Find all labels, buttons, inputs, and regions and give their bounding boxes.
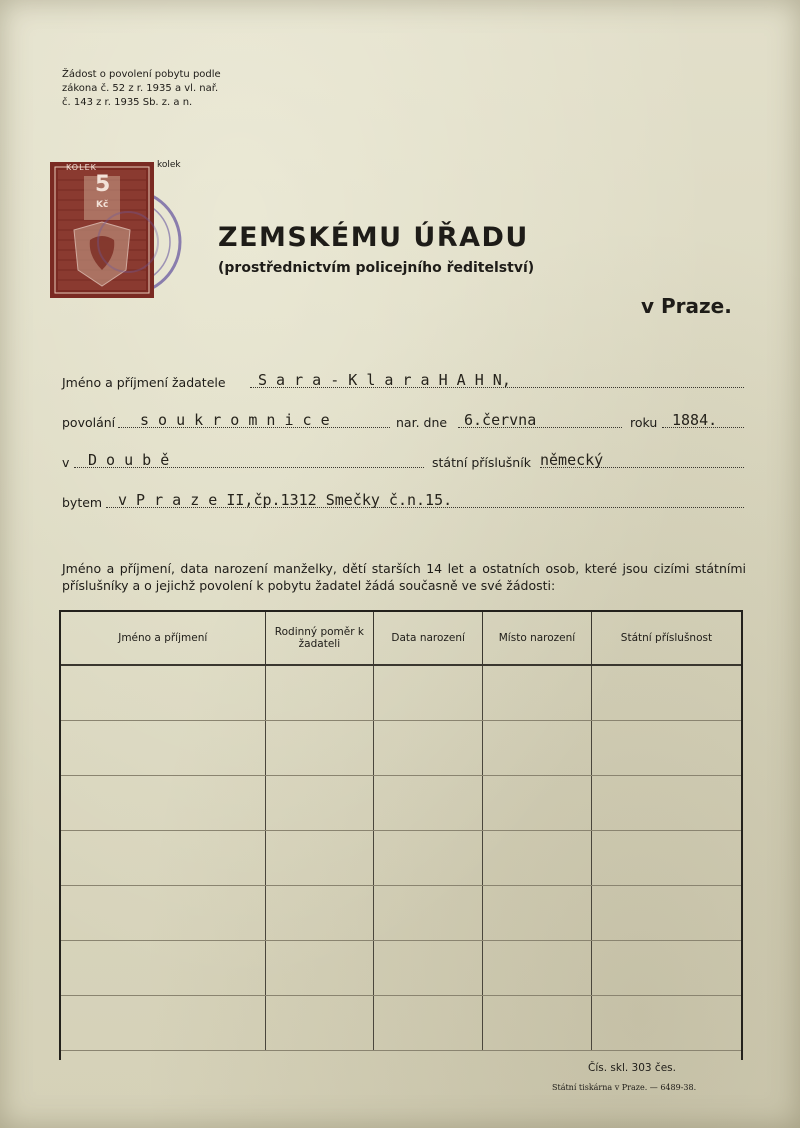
table-cell (591, 831, 741, 886)
table-cell (483, 776, 592, 831)
table-cell (483, 831, 592, 886)
legal-reference-line-2: zákona č. 52 z r. 1935 a vl. nař. (62, 83, 219, 94)
occupation-value: s o u k r o m n i c e (140, 411, 330, 429)
table-cell (591, 776, 741, 831)
citizenship-value: německý (540, 451, 604, 469)
table-cell (374, 941, 483, 996)
birth-date-value: 6.června (464, 411, 537, 429)
table-cell (591, 996, 741, 1051)
legal-reference-note (62, 68, 262, 110)
birthplace-row (62, 448, 746, 472)
birth-year-value: 1884. (672, 411, 718, 429)
addressee-subtitle: (prostřednictvím policejního ředitelství) (218, 260, 535, 276)
table-cell (61, 996, 265, 1051)
addressee-title: ZEMSKÉMU ÚŘADU (218, 222, 529, 253)
table-row (61, 831, 741, 886)
occupation-row (62, 408, 746, 432)
revenue-stamp-image (46, 160, 186, 320)
table-cell (265, 941, 374, 996)
citizenship-label: státní příslušník (432, 455, 531, 470)
table-cell (265, 831, 374, 886)
birth-date-label: nar. dne (396, 415, 448, 430)
birthplace-value: D o u b ě (88, 451, 170, 469)
legal-reference-line-1: Žádost o povolení pobytu podle (62, 69, 221, 80)
stamp-currency: Kč (96, 200, 109, 210)
residence-label: bytem (62, 495, 103, 510)
table-cell (374, 776, 483, 831)
table-cell (61, 721, 265, 776)
table-cell (591, 665, 741, 721)
table-cell (483, 996, 592, 1051)
table-row (61, 721, 741, 776)
birthplace-label: v (62, 455, 70, 470)
family-members-table (59, 610, 743, 1060)
header-birth-place: Místo narození (483, 612, 592, 665)
residence-row (62, 488, 746, 512)
printer-imprint: Státní tiskárna v Praze. — 6489-38. (552, 1083, 697, 1092)
table-cell (265, 996, 374, 1051)
table-cell (374, 886, 483, 941)
table-cell (265, 776, 374, 831)
catalog-number: Čís. skl. 303 čes. (588, 1062, 676, 1074)
table-cell (591, 941, 741, 996)
table-cell (374, 665, 483, 721)
table-cell (61, 886, 265, 941)
table-cell (591, 721, 741, 776)
addressee-place: v Praze. (641, 294, 732, 318)
applicant-name-row (62, 368, 746, 392)
table-cell (265, 665, 374, 721)
table-cell (61, 776, 265, 831)
header-birth-date: Data narození (374, 612, 483, 665)
table-row (61, 665, 741, 721)
family-members-instructions: Jméno a příjmení, data narození manželky, dětí starších 14 let a ostatních osob, které jsou cizími státními příslušníky a o jejichž povolení k pobytu žadatel žádá současně ve své žádosti: (62, 561, 746, 593)
header-family-relation: Rodinný poměr k žadateli (265, 612, 374, 665)
revenue-stamp (46, 160, 186, 320)
table-cell (61, 941, 265, 996)
table-cell (374, 721, 483, 776)
table-header-row (61, 612, 741, 665)
birth-year-label: roku (630, 415, 658, 430)
header-name: Jméno a příjmení (61, 612, 265, 665)
table-cell (61, 831, 265, 886)
table-cell (265, 886, 374, 941)
legal-reference-line-3: č. 143 z r. 1935 Sb. z. a n. (62, 97, 193, 108)
occupation-label: povolání (62, 415, 116, 430)
table-row (61, 996, 741, 1051)
table-cell (591, 886, 741, 941)
table-row (61, 886, 741, 941)
table-row (61, 941, 741, 996)
table-cell (265, 721, 374, 776)
table-cell (483, 721, 592, 776)
applicant-name-value: S a r a - K l a r a H A H N, (258, 371, 511, 389)
stamp-value: 5 (95, 172, 111, 197)
table-cell (483, 665, 592, 721)
table-cell (374, 996, 483, 1051)
table-row (61, 776, 741, 831)
table-cell (61, 665, 265, 721)
table-cell (374, 831, 483, 886)
residence-value: v P r a z e II,čp.1312 Smečky č.n.15. (118, 491, 453, 509)
table-cell (483, 941, 592, 996)
header-citizenship: Státní příslušnost (591, 612, 741, 665)
stamp-side-label: kolek (157, 160, 181, 170)
table-cell (483, 886, 592, 941)
stamp-kolek-text: KOLEK (66, 163, 97, 172)
applicant-name-label: Jméno a příjmení žadatele (62, 375, 226, 390)
